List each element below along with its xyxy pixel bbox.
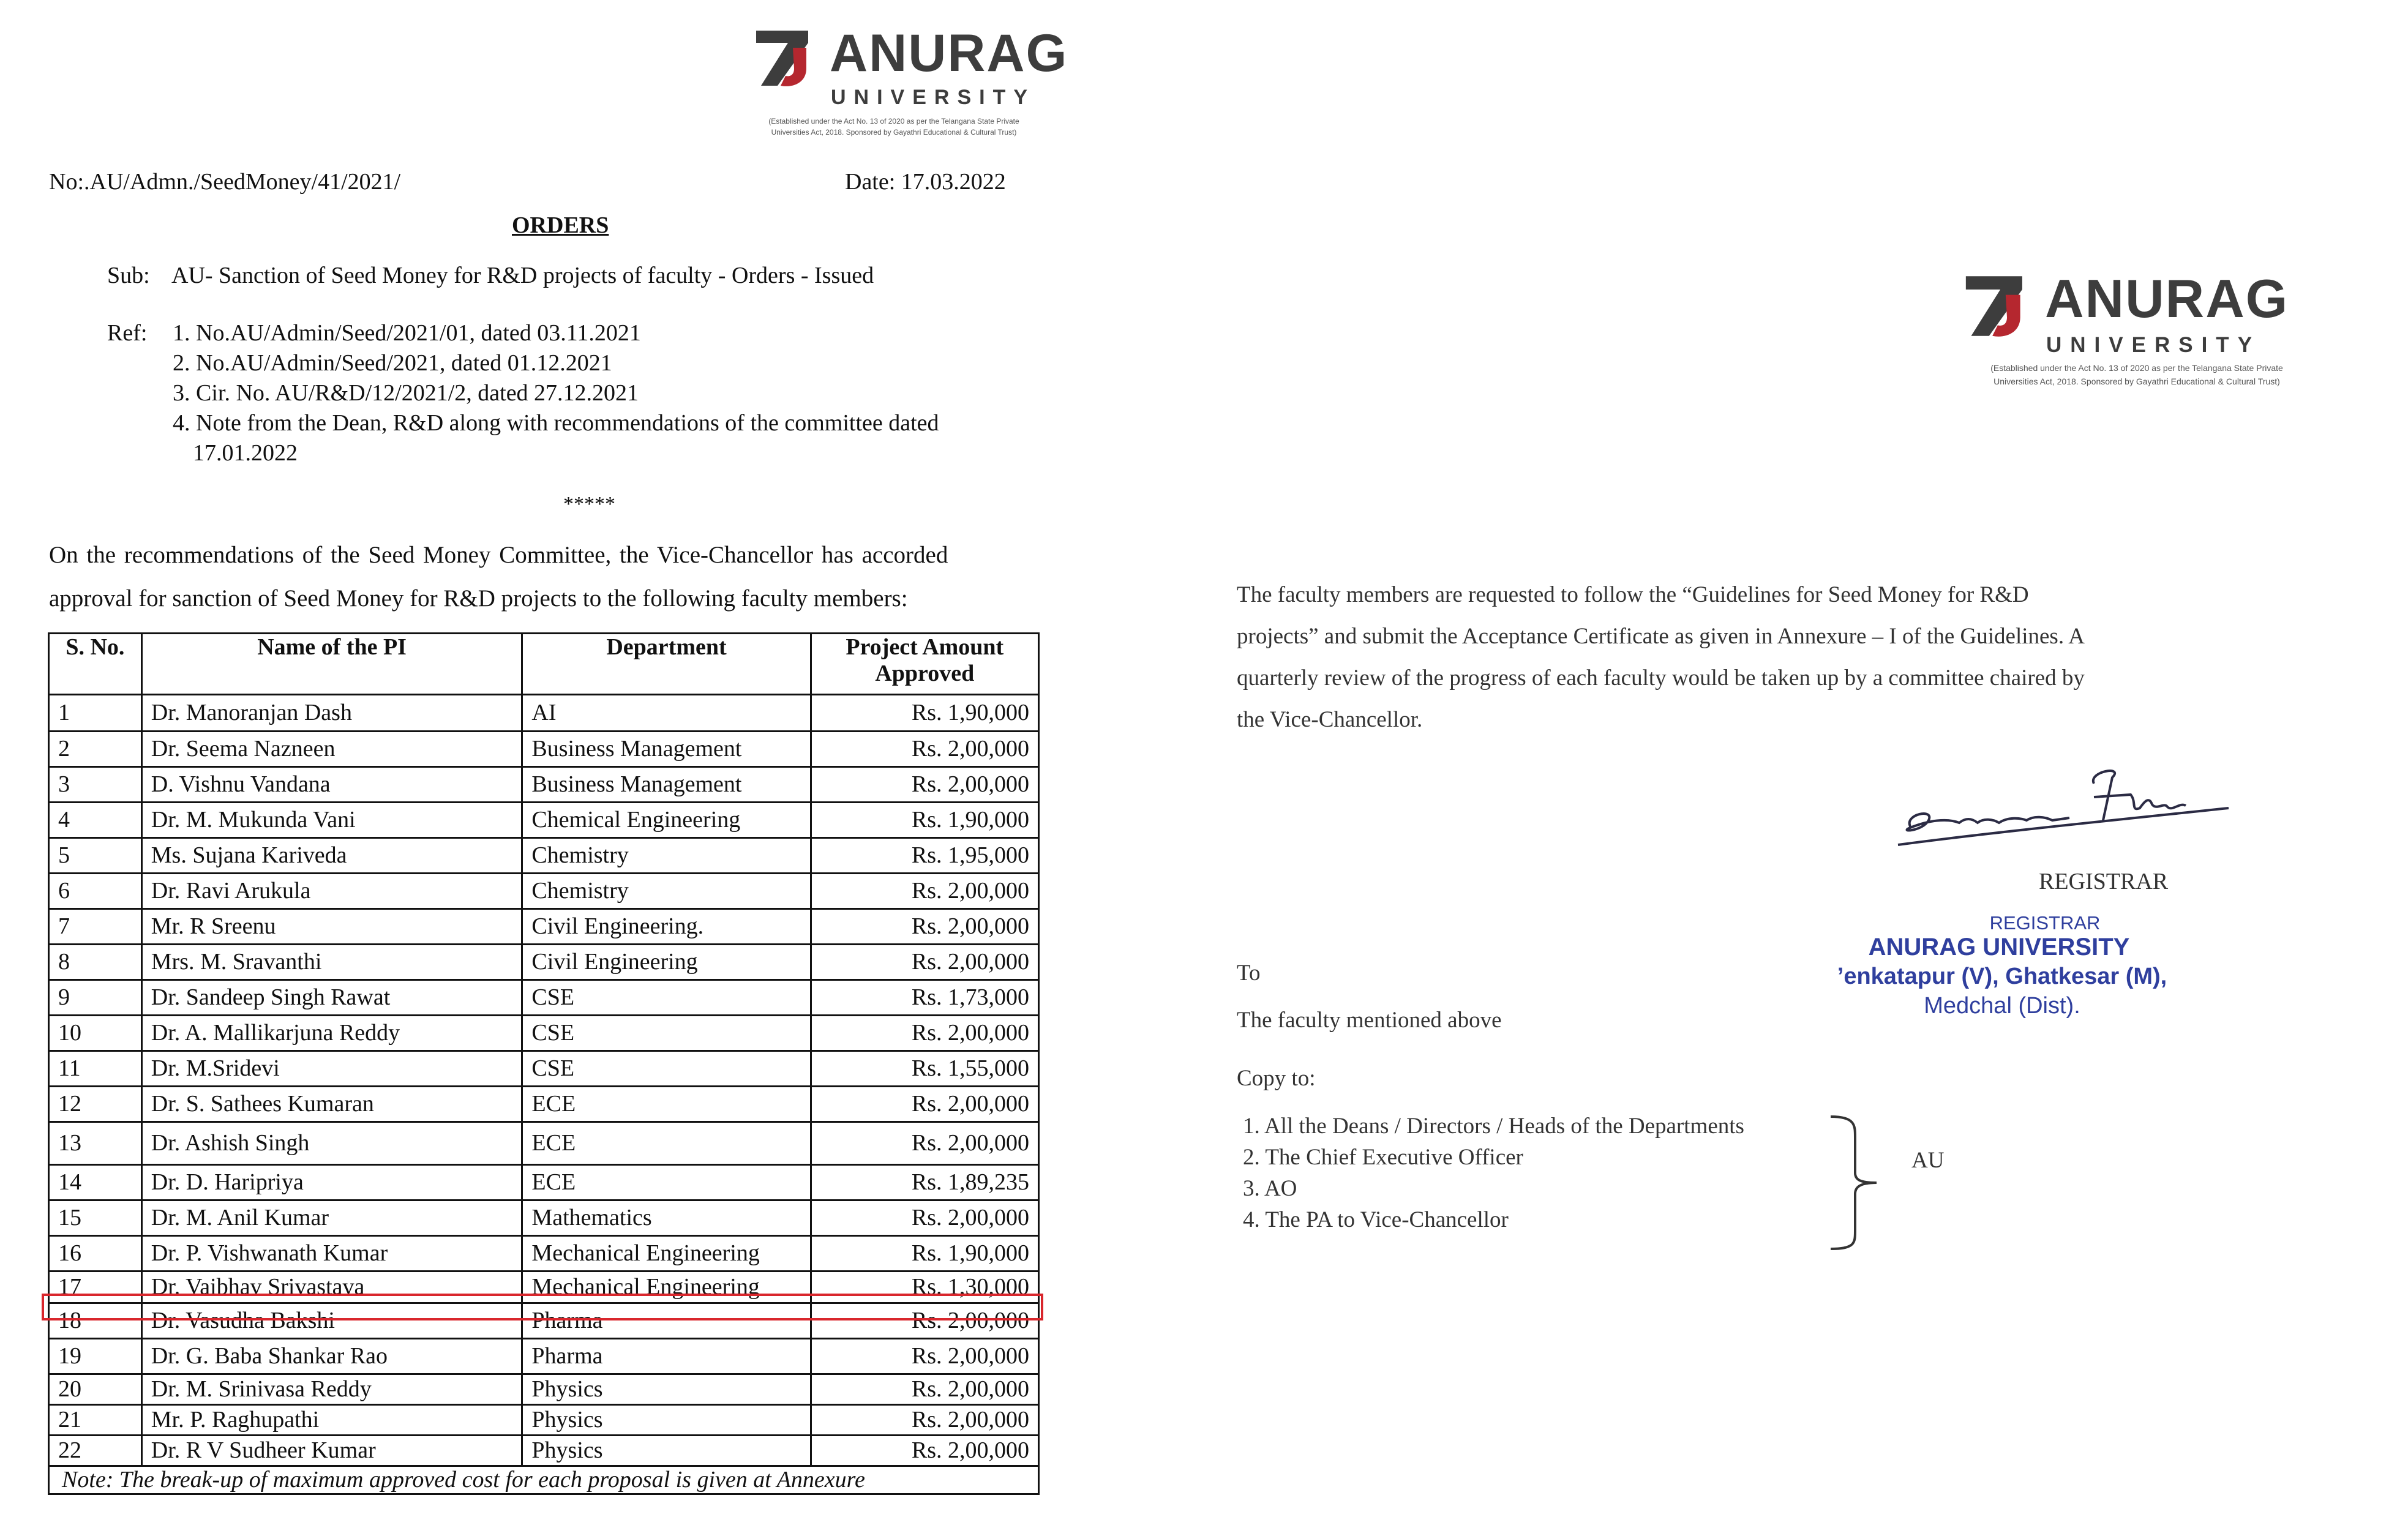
copy-list-brace (1828, 1113, 1889, 1254)
ref-item-3: 3. Cir. No. AU/R&D/12/2021/2, dated 27.12.2021 (173, 380, 639, 406)
logo-name-page2: ANURAG (2045, 268, 2289, 329)
registrar-signature (1892, 759, 2235, 851)
cell-name: Dr. Ravi Arukula (141, 874, 522, 909)
cell-amount: Rs. 1,90,000 (811, 695, 1038, 732)
cell-amount: Rs. 2,00,000 (811, 1405, 1038, 1436)
cell-name: Dr. D. Haripriya (141, 1165, 522, 1200)
seed-money-table (48, 632, 1040, 1495)
intro-line-2: approval for sanction of Seed Money for R&D projects to the following faculty members: (49, 585, 908, 612)
cell-department: CSE (522, 1016, 811, 1051)
table-row (49, 732, 1039, 767)
cell-amount: Rs. 2,00,000 (811, 945, 1038, 980)
copy-item-1: 1. All the Deans / Directors / Heads of the Departments (1243, 1114, 1744, 1139)
copy-item-3: 3. AO (1243, 1176, 1297, 1201)
cell-sno: 9 (49, 980, 142, 1016)
logo-tagline-2: Universities Act, 2018. Sponsored by Gayathri Educational & Cultural Trust) (771, 128, 1017, 137)
table-row (49, 1374, 1039, 1405)
page2-para-line-3: quarterly review of the progress of each faculty would be taken up by a committee chaired by (1237, 665, 2085, 691)
cell-sno: 5 (49, 838, 142, 874)
page2-para-line-2: projects” and submit the Acceptance Certificate as given in Annexure – I of the Guidelines. A (1237, 624, 2085, 649)
cell-amount: Rs. 2,00,000 (811, 1339, 1038, 1374)
cell-amount: Rs. 2,00,000 (811, 909, 1038, 945)
table-row (49, 874, 1039, 909)
cell-amount: Rs. 2,00,000 (811, 767, 1038, 803)
table-row (49, 695, 1039, 732)
logo-subtitle: UNIVERSITY (831, 86, 1036, 109)
stamp-line-4: Medchal (Dist). (1924, 993, 2080, 1019)
table-row (49, 1122, 1039, 1165)
cell-department: ECE (522, 1165, 811, 1200)
cell-name: Dr. G. Baba Shankar Rao (141, 1339, 522, 1374)
cell-department: Physics (522, 1436, 811, 1466)
cell-department: Physics (522, 1374, 811, 1405)
cell-amount: Rs. 2,00,000 (811, 732, 1038, 767)
cell-department: Business Management (522, 732, 811, 767)
cell-amount: Rs. 1,95,000 (811, 838, 1038, 874)
table-row (49, 945, 1039, 980)
cell-name: Dr. S. Sathees Kumaran (141, 1087, 522, 1122)
col-header-name: Name of the PI (141, 634, 522, 695)
cell-department: Pharma (522, 1303, 811, 1339)
order-date: Date: 17.03.2022 (845, 169, 1006, 195)
table-row (49, 803, 1039, 838)
cell-name: Dr. Sandeep Singh Rawat (141, 980, 522, 1016)
registrar-title: REGISTRAR (2039, 869, 2169, 894)
table-row (49, 838, 1039, 874)
cell-name: Dr. M. Anil Kumar (141, 1200, 522, 1236)
cell-amount: Rs. 2,00,000 (811, 874, 1038, 909)
table-row (49, 909, 1039, 945)
cell-amount: Rs. 1,90,000 (811, 1236, 1038, 1272)
table-row (49, 1165, 1039, 1200)
cell-name: Mrs. M. Sravanthi (141, 945, 522, 980)
cell-sno: 3 (49, 767, 142, 803)
cell-department: Mechanical Engineering (522, 1272, 811, 1303)
cell-amount: Rs. 2,00,000 (811, 1436, 1038, 1466)
cell-name: Dr. Ashish Singh (141, 1122, 522, 1165)
cell-amount: Rs. 1,30,000 (811, 1272, 1038, 1303)
logo-tagline-1: (Established under the Act No. 13 of 2020 as per the Telangana State Private (768, 117, 1019, 125)
table-header-row (49, 634, 1039, 695)
page-title: ORDERS (512, 212, 609, 238)
cell-name: Dr. P. Vishwanath Kumar (141, 1236, 522, 1272)
table-note: Note: The break-up of maximum approved cost for each proposal is given at Annexure (49, 1466, 1039, 1494)
cell-name: Dr. R V Sudheer Kumar (141, 1436, 522, 1466)
cell-department: Civil Engineering. (522, 909, 811, 945)
cell-amount: Rs. 2,00,000 (811, 1200, 1038, 1236)
to-label: To (1237, 961, 1261, 986)
cell-amount: Rs. 1,89,235 (811, 1165, 1038, 1200)
subject-label: Sub: (107, 263, 150, 288)
intro-line-1: On the recommendations of the Seed Money Committee, the Vice-Chancellor has accorded (49, 542, 948, 568)
cell-department: Pharma (522, 1339, 811, 1374)
cell-sno: 2 (49, 732, 142, 767)
cell-amount: Rs. 2,00,000 (811, 1122, 1038, 1165)
cell-name: Dr. M.Sridevi (141, 1051, 522, 1087)
cell-sno: 15 (49, 1200, 142, 1236)
cell-name: Ms. Sujana Kariveda (141, 838, 522, 874)
cell-sno: 13 (49, 1122, 142, 1165)
cell-sno: 17 (49, 1272, 142, 1303)
au-monogram-icon (750, 24, 823, 92)
copy-to-label: Copy to: (1237, 1066, 1316, 1091)
logo-tagline-1-page2: (Established under the Act No. 13 of 2020 as per the Telangana State Private (1990, 363, 2283, 373)
cell-sno: 8 (49, 945, 142, 980)
col-header-amount-line1: Project Amount (846, 634, 1004, 660)
cell-amount: Rs. 2,00,000 (811, 1087, 1038, 1122)
cell-sno: 16 (49, 1236, 142, 1272)
cell-department: CSE (522, 1051, 811, 1087)
cell-name: Dr. Seema Nazneen (141, 732, 522, 767)
cell-sno: 14 (49, 1165, 142, 1200)
ref-item-2: 2. No.AU/Admin/Seed/2021, dated 01.12.2021 (173, 350, 612, 376)
logo-name: ANURAG (830, 24, 1068, 83)
cell-department: Civil Engineering (522, 945, 811, 980)
university-logo-page2 (1959, 269, 2314, 392)
cell-department: Business Management (522, 767, 811, 803)
cell-sno: 19 (49, 1339, 142, 1374)
ref-item-4: 4. Note from the Dean, R&D along with recommendations of the committee dated (173, 410, 939, 436)
brace-label: AU (1911, 1148, 1945, 1173)
cell-amount: Rs. 1,73,000 (811, 980, 1038, 1016)
cell-name: Dr. Vaibhav Srivastava (141, 1272, 522, 1303)
cell-name: D. Vishnu Vandana (141, 767, 522, 803)
col-header-amount (811, 634, 1038, 695)
cell-sno: 22 (49, 1436, 142, 1466)
section-divider-stars: ***** (563, 493, 615, 515)
cell-department: Chemical Engineering (522, 803, 811, 838)
col-header-department: Department (522, 634, 811, 695)
col-header-sno: S. No. (49, 634, 142, 695)
cell-department: ECE (522, 1087, 811, 1122)
cell-name: Dr. A. Mallikarjuna Reddy (141, 1016, 522, 1051)
table-row (49, 767, 1039, 803)
university-logo (750, 24, 1068, 137)
highlighted-row-marker (42, 1294, 1043, 1320)
cell-department: Mechanical Engineering (522, 1236, 811, 1272)
logo-subtitle-page2: UNIVERSITY (2046, 333, 2261, 357)
cell-name: Dr. Manoranjan Dash (141, 695, 522, 732)
ref-label: Ref: (107, 320, 148, 346)
cell-amount: Rs. 2,00,000 (811, 1374, 1038, 1405)
copy-item-4: 4. The PA to Vice-Chancellor (1243, 1207, 1509, 1232)
cell-sno: 1 (49, 695, 142, 732)
copy-item-2: 2. The Chief Executive Officer (1243, 1145, 1523, 1170)
table-row (49, 1236, 1039, 1272)
cell-department: CSE (522, 980, 811, 1016)
cell-department: Chemistry (522, 838, 811, 874)
logo-tagline-2-page2: Universities Act, 2018. Sponsored by Gayathri Educational & Cultural Trust) (1994, 376, 2280, 386)
reference-number: No:.AU/Admn./SeedMoney/41/2021/ (49, 169, 401, 195)
ref-item-1: 1. No.AU/Admin/Seed/2021/01, dated 03.11.2021 (173, 320, 641, 346)
ref-item-4-date: 17.01.2022 (193, 440, 298, 466)
cell-name: Dr. Vasudha Bakshi (141, 1303, 522, 1339)
cell-name: Mr. R Sreenu (141, 909, 522, 945)
cell-name: Dr. M. Srinivasa Reddy (141, 1374, 522, 1405)
cell-department: Chemistry (522, 874, 811, 909)
cell-name: Dr. M. Mukunda Vani (141, 803, 522, 838)
cell-sno: 6 (49, 874, 142, 909)
table-row (49, 1436, 1039, 1466)
cell-name: Mr. P. Raghupathi (141, 1405, 522, 1436)
au-monogram-icon (1959, 269, 2039, 343)
cell-department: Physics (522, 1405, 811, 1436)
cell-amount: Rs. 1,55,000 (811, 1051, 1038, 1087)
table-note-row (49, 1466, 1039, 1494)
cell-sno: 20 (49, 1374, 142, 1405)
table-row (49, 1200, 1039, 1236)
table-row (49, 1087, 1039, 1122)
table-row (49, 980, 1039, 1016)
stamp-line-2: ANURAG UNIVERSITY (1868, 934, 2130, 961)
subject-text: AU- Sanction of Seed Money for R&D projects of faculty - Orders - Issued (171, 263, 874, 288)
cell-amount: Rs. 1,90,000 (811, 803, 1038, 838)
col-header-amount-line2: Approved (875, 660, 975, 686)
to-recipients: The faculty mentioned above (1237, 1008, 1502, 1033)
cell-department: AI (522, 695, 811, 732)
page2-para-line-1: The faculty members are requested to follow the “Guidelines for Seed Money for R&D (1237, 582, 2029, 607)
cell-sno: 21 (49, 1405, 142, 1436)
cell-department: Mathematics (522, 1200, 811, 1236)
table-row (49, 1405, 1039, 1436)
cell-sno: 10 (49, 1016, 142, 1051)
table-row (49, 1339, 1039, 1374)
cell-sno: 11 (49, 1051, 142, 1087)
cell-sno: 4 (49, 803, 142, 838)
stamp-line-3: ’enkatapur (V), Ghatkesar (M), (1837, 964, 2167, 989)
table-row (49, 1051, 1039, 1087)
cell-amount: Rs. 2,00,000 (811, 1303, 1038, 1339)
cell-sno: 12 (49, 1087, 142, 1122)
cell-amount: Rs. 2,00,000 (811, 1016, 1038, 1051)
table-row (49, 1016, 1039, 1051)
page2-para-line-4: the Vice-Chancellor. (1237, 707, 1423, 732)
stamp-line-1: REGISTRAR (1989, 912, 2101, 934)
cell-sno: 18 (49, 1303, 142, 1339)
cell-department: ECE (522, 1122, 811, 1165)
cell-sno: 7 (49, 909, 142, 945)
